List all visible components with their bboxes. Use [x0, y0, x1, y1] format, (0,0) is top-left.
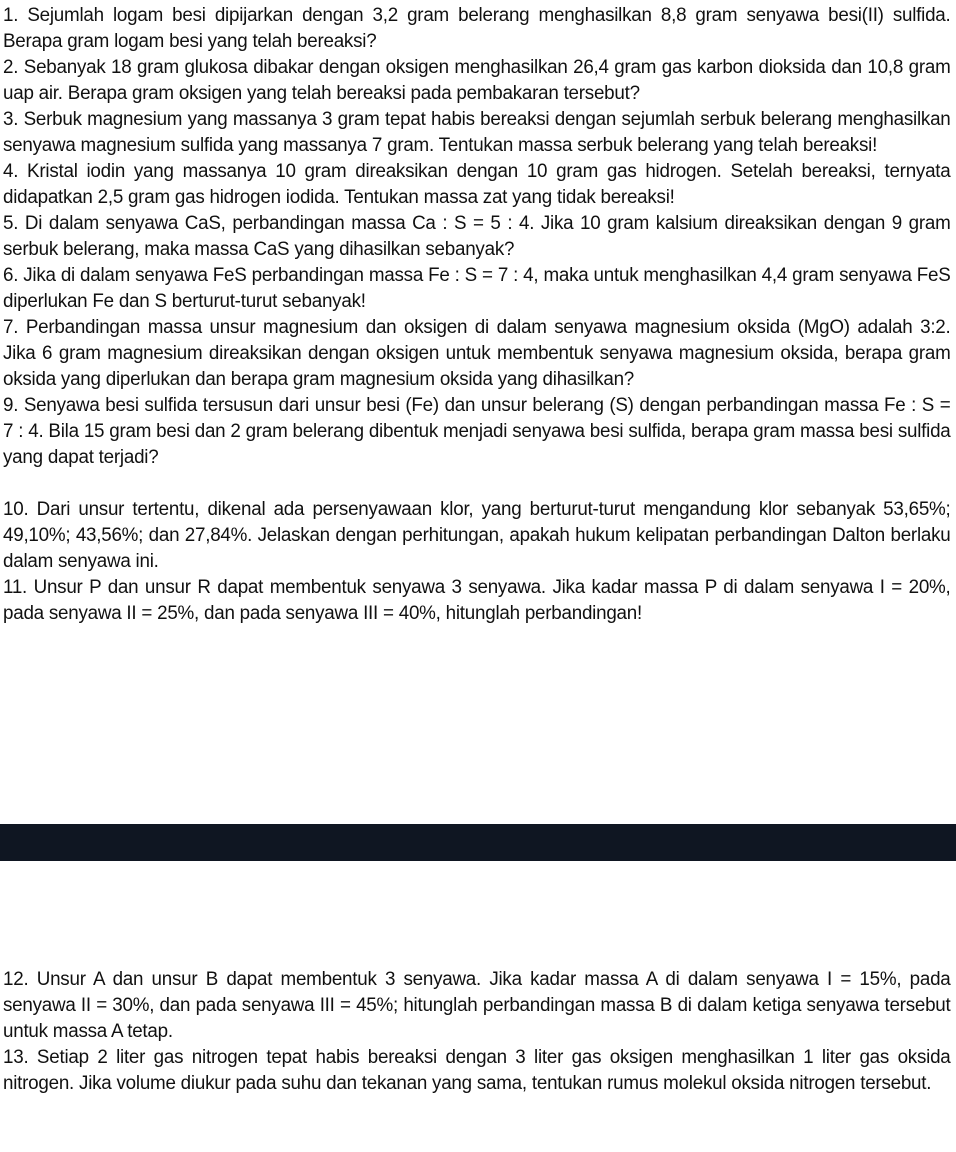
question-6: 6. Jika di dalam senyawa FeS perbandingan massa Fe : S = 7 : 4, maka untuk menghasilkan 4,4 gram senyawa FeS diperlukan Fe dan S berturut-turut sebanyak! [3, 264, 951, 312]
question-7: 7. Perbandingan massa unsur magnesium dan oksigen di dalam senyawa magnesium oksida (MgO) adalah 3:2. Jika 6 gram magnesium direaksikan dengan oksigen untuk membentuk senyawa magnesium oksida, berapa gram oksida yang diperlukan dan berapa gram magnesium oksida yang dihasilkan? [3, 316, 951, 390]
question-13: 13. Setiap 2 liter gas nitrogen tepat habis bereaksi dengan 3 liter gas oksigen menghasilkan 1 liter gas oksida nitrogen. Jika volume diukur pada suhu dan tekanan yang sama, tentukan rumus molekul oksida nitrogen tersebut. [3, 1046, 951, 1094]
question-4: 4. Kristal iodin yang massanya 10 gram direaksikan dengan 10 gram gas hidrogen. Setelah bereaksi, ternyata didapatkan 2,5 gram gas hidrogen iodida. Tentukan massa zat yang tidak bereaksi! [3, 160, 951, 208]
question-list-bottom [3, 966, 951, 1096]
question-12: 12. Unsur A dan unsur B dapat membentuk 3 senyawa. Jika kadar massa A di dalam senyawa I = 15%, pada senyawa II = 30%, dan pada senyawa III = 45%; hitunglah perbandingan massa B di dalam ketiga senyawa tersebut untuk massa A tetap. [3, 968, 951, 1042]
question-2: 2. Sebanyak 18 gram glukosa dibakar dengan oksigen menghasilkan 26,4 gram gas karbon dioksida dan 10,8 gram uap air. Berapa gram oksigen yang telah bereaksi pada pembakaran tersebut? [3, 56, 951, 104]
question-3: 3. Serbuk magnesium yang massanya 3 gram tepat habis bereaksi dengan sejumlah serbuk belerang menghasilkan senyawa magnesium sulfida yang massanya 7 gram. Tentukan massa serbuk belerang yang telah bereaksi! [3, 108, 951, 156]
dark-divider-band [0, 824, 956, 861]
question-9: 9. Senyawa besi sulfida tersusun dari unsur besi (Fe) dan unsur belerang (S) dengan perbandingan massa Fe : S = 7 : 4. Bila 15 gram besi dan 2 gram belerang dibentuk menjadi senyawa besi sulfida, berapa gram massa besi sulfida yang dapat terjadi? [3, 394, 951, 468]
question-5: 5. Di dalam senyawa CaS, perbandingan massa Ca : S = 5 : 4. Jika 10 gram kalsium direaksikan dengan 9 gram serbuk belerang, maka massa CaS yang dihasilkan sebanyak? [3, 212, 951, 260]
question-1: 1. Sejumlah logam besi dipijarkan dengan 3,2 gram belerang menghasilkan 8,8 gram senyawa besi(II) sulfida. Berapa gram logam besi yang telah bereaksi? [3, 4, 951, 52]
question-list-top [3, 2, 951, 626]
spacer [3, 470, 951, 496]
question-10: 10. Dari unsur tertentu, dikenal ada persenyawaan klor, yang berturut-turut mengandung klor sebanyak 53,65%; 49,10%; 43,56%; dan 27,84%. Jelaskan dengan perhitungan, apakah hukum kelipatan perbandingan Dalton berlaku dalam senyawa ini. [3, 498, 951, 572]
question-11: 11. Unsur P dan unsur R dapat membentuk senyawa 3 senyawa. Jika kadar massa P di dalam senyawa I = 20%, pada senyawa II = 25%, dan pada senyawa III = 40%, hitunglah perbandingan! [3, 576, 951, 624]
